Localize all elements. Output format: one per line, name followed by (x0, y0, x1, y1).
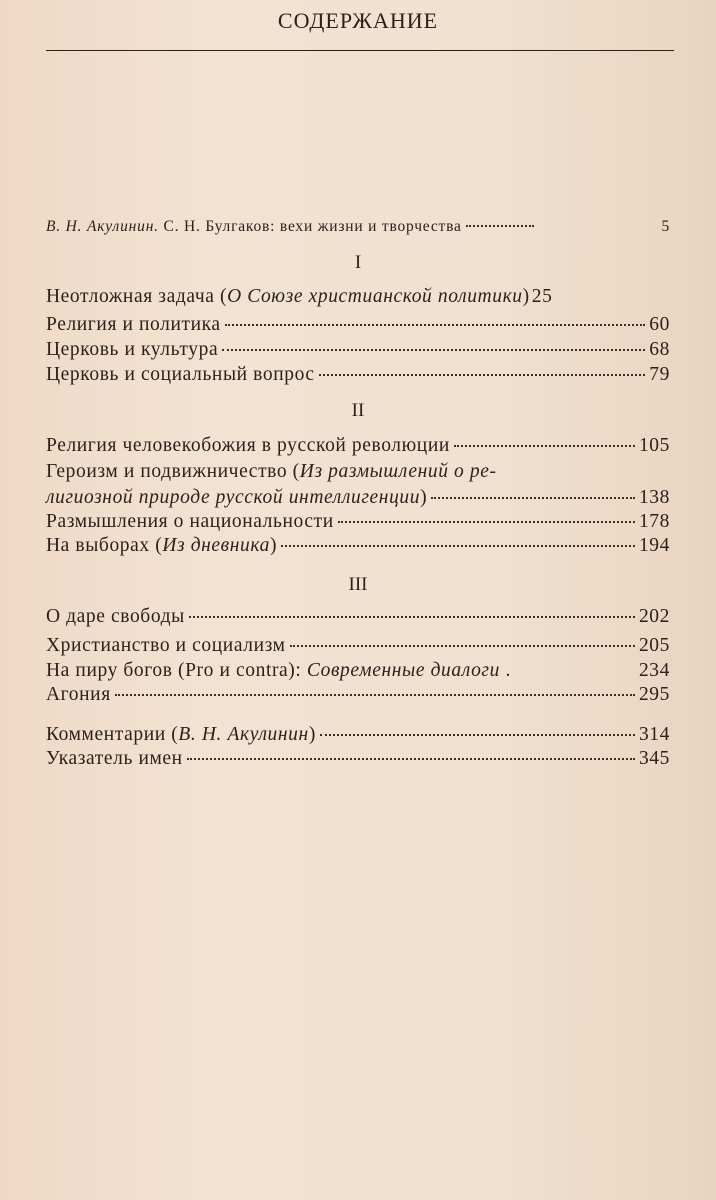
leader-dots (466, 225, 534, 227)
intro-title: С. Н. Булгаков: вехи жизни и творчества (163, 218, 462, 235)
toc-entry[interactable] (46, 339, 670, 361)
toc-entry-comments[interactable] (46, 724, 670, 746)
entry-close: ) (308, 724, 316, 745)
page-number: 25 (531, 286, 553, 307)
toc-entry-first-line[interactable] (46, 461, 670, 483)
leader-dots (290, 645, 635, 647)
entry-close: ) (269, 535, 278, 556)
section-numeral-2: II (351, 400, 365, 421)
entry-title: Религия и политика (46, 314, 221, 335)
toc-entry-intro[interactable] (46, 218, 670, 236)
entry-title: Религия человекобожия в русской революции (46, 435, 450, 456)
entry-close: ) (420, 487, 428, 508)
page-number: 60 (649, 314, 670, 335)
page-number: 105 (638, 435, 670, 456)
entry-subtitle: Из размышлений о ре- (299, 461, 497, 482)
leader-dots (338, 521, 635, 523)
leader-dots (187, 758, 635, 760)
entry-close: ) (522, 286, 530, 307)
entry-title: О даре свободы (46, 606, 185, 627)
page-number: 234 (638, 660, 670, 681)
page-number: 205 (638, 635, 670, 656)
toc-entry[interactable] (46, 286, 670, 308)
toc-entry[interactable] (46, 314, 670, 336)
entry-title: Церковь и социальный вопрос (46, 364, 315, 385)
leader-dots (431, 497, 635, 499)
leader-dots (222, 349, 645, 351)
toc-entry-continuation[interactable] (46, 487, 670, 509)
entry-title: На пиру богов (Pro и contra): (46, 660, 307, 681)
toc-entry[interactable] (46, 684, 670, 706)
toc-entry-index[interactable] (46, 748, 670, 770)
page-number: 178 (638, 511, 670, 532)
leader-dots (320, 734, 635, 736)
page-number: 295 (638, 684, 670, 705)
page-number: 5 (661, 218, 670, 235)
entry-subtitle: Современные диалоги (306, 660, 500, 681)
leader-dots (115, 694, 635, 696)
entry-title: Героизм и подвижничество ( (46, 461, 300, 482)
page-title: СОДЕРЖАНИЕ (277, 8, 439, 33)
toc-entry[interactable] (46, 535, 670, 557)
toc-entry[interactable] (46, 635, 670, 657)
entry-title: Христианство и социализм (46, 635, 286, 656)
entry-title: Неотложная задача ( (46, 286, 228, 307)
leader-dots (281, 545, 635, 547)
toc-entry[interactable] (46, 364, 670, 386)
leader-dots (225, 324, 646, 326)
entry-subtitle: В. Н. Акулинин (178, 724, 309, 745)
entry-close: . (499, 660, 511, 681)
entry-title: Указатель имен (46, 748, 183, 769)
entry-subtitle-continuation: лигиозной природе русской интеллигенции (46, 487, 421, 508)
toc-entry[interactable] (46, 511, 670, 533)
page-number: 79 (649, 364, 670, 385)
intro-author: В. Н. Акулинин. (46, 218, 159, 235)
entry-subtitle: Из дневника (162, 535, 270, 556)
toc-entry[interactable] (46, 606, 670, 628)
title-rule (46, 50, 674, 51)
entry-subtitle: О Союзе христианской политики (227, 286, 523, 307)
entry-title: Размышления о национальности (46, 511, 334, 532)
entry-title: На выборах ( (46, 535, 163, 556)
page-number: 194 (638, 535, 670, 556)
leader-dots (189, 616, 635, 618)
toc-entry[interactable] (46, 660, 670, 682)
toc-entry[interactable] (46, 435, 670, 457)
section-numeral-1: I (354, 252, 362, 273)
entry-title: Агония (46, 684, 111, 705)
page-number: 345 (638, 748, 670, 769)
leader-dots (454, 445, 635, 447)
page-number: 68 (649, 339, 670, 360)
page-number: 202 (638, 606, 670, 627)
entry-title: Церковь и культура (46, 339, 219, 360)
entry-title: Комментарии ( (46, 724, 179, 745)
section-numeral-3: III (348, 574, 368, 595)
page-number: 138 (638, 487, 670, 508)
page-number: 314 (638, 724, 670, 745)
leader-dots (319, 374, 646, 376)
